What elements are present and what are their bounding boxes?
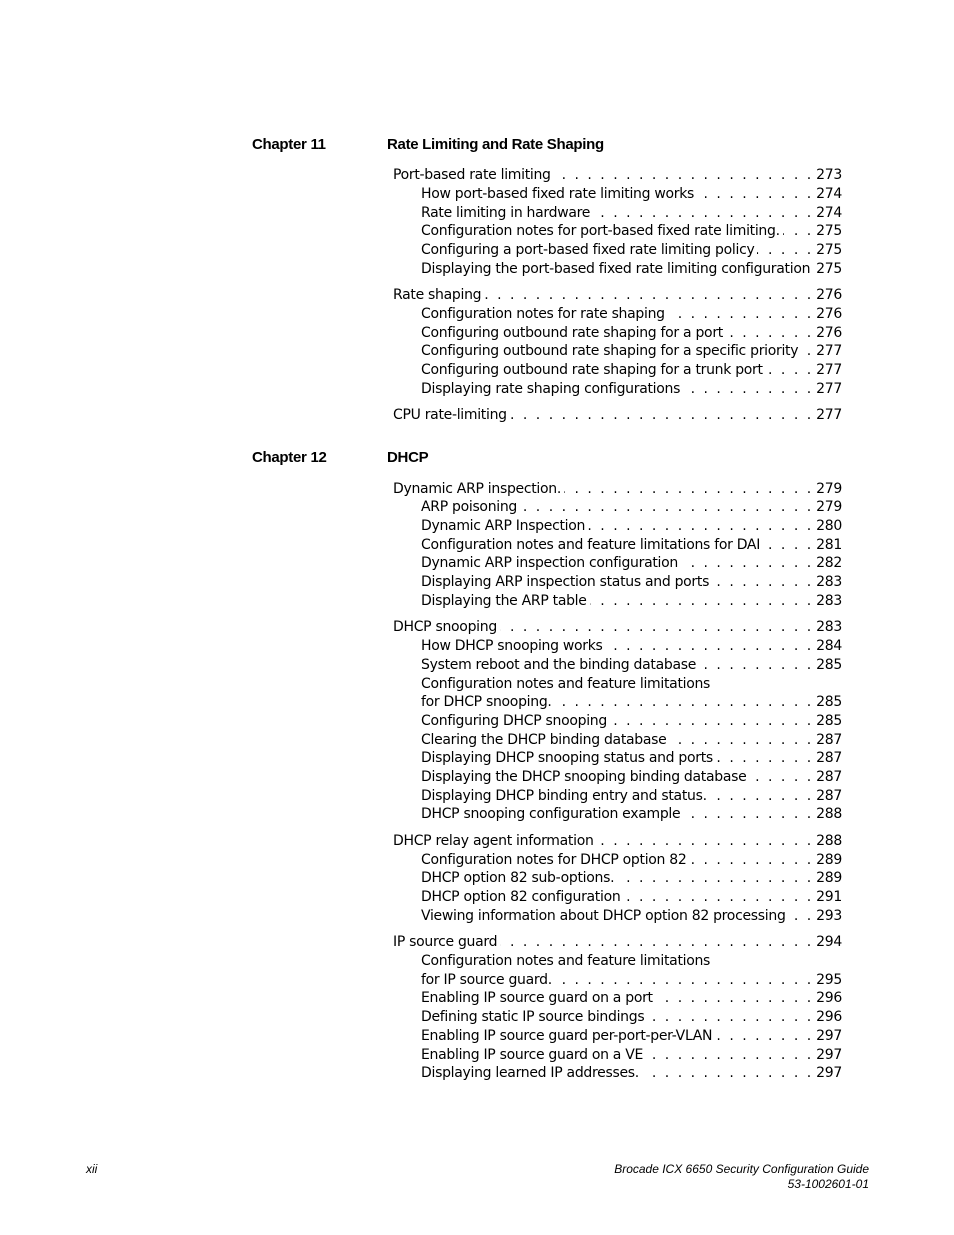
toc-entry-text: How port-based fixed rate limiting works [421, 186, 695, 202]
toc-entry-text: Displaying the port-based fixed rate limiting configuration [421, 261, 811, 277]
toc-page-number: 297 [816, 1047, 842, 1063]
toc-entry-text: Dynamic ARP inspection. [393, 481, 562, 497]
toc-entry-text: DHCP option 82 configuration [421, 889, 621, 905]
toc-page-number: 275 [816, 223, 842, 239]
toc-subsection-entry[interactable] [421, 656, 842, 674]
dot-leader [552, 971, 816, 989]
toc-page-number: 295 [816, 972, 842, 988]
toc-subsection-entry[interactable] [421, 712, 842, 730]
toc-subsection-entry[interactable] [421, 185, 842, 203]
toc-subsection-entry[interactable] [421, 907, 842, 925]
toc-subsection-entry[interactable] [421, 573, 842, 591]
dot-leader [590, 204, 816, 222]
dot-leader [746, 768, 816, 786]
toc-entry-text: Displaying learned IP addresses. [421, 1065, 639, 1081]
toc-entry-text: Displaying rate shaping configurations [421, 381, 681, 397]
footer-guide-title: Brocade ICX 6650 Security Configuration Guide [614, 1162, 869, 1176]
toc-subsection-entry[interactable] [421, 989, 842, 1007]
toc-subsection-entry[interactable] [421, 888, 842, 906]
footer-doc-number: 53-1002601-01 [787, 1177, 869, 1191]
toc-page-number: 293 [816, 908, 842, 924]
toc-entry-text: for IP source guard. [421, 972, 552, 988]
toc-page-number: 283 [816, 574, 842, 590]
toc-subsection-entry[interactable] [421, 971, 842, 989]
dot-leader [561, 480, 816, 498]
toc-page-number: 285 [816, 694, 842, 710]
toc-subsection-entry[interactable] [421, 204, 842, 222]
dot-leader [587, 592, 817, 610]
dot-leader [707, 787, 816, 805]
dot-leader [665, 305, 816, 323]
dot-leader [678, 554, 816, 572]
dot-leader [639, 1064, 816, 1082]
toc-subsection-entry[interactable] [421, 768, 842, 786]
toc-subsection-entry[interactable] [421, 1046, 842, 1064]
dot-leader [680, 805, 816, 823]
toc-entry-text: DHCP option 82 sub-options. [421, 870, 615, 886]
dot-leader [620, 888, 816, 906]
dot-leader [607, 712, 816, 730]
toc-page-number: 297 [816, 1065, 842, 1081]
chapter-label: Chapter 12 [252, 449, 327, 466]
toc-entry-text: How DHCP snooping works [421, 638, 603, 654]
toc-subsection-entry[interactable] [421, 361, 842, 379]
dot-leader [497, 933, 816, 951]
dot-leader [552, 693, 817, 711]
toc-entry-text: DHCP relay agent information [393, 833, 594, 849]
toc-entry-text: Rate limiting in hardware [421, 205, 591, 221]
dot-leader [497, 618, 816, 636]
toc-subsection-entry[interactable] [421, 1027, 842, 1045]
toc-entry-text: Viewing information about DHCP option 82 processing [421, 908, 786, 924]
toc-section-entry[interactable] [393, 406, 842, 424]
toc-section-entry[interactable] [393, 933, 842, 951]
toc-entry-text: Configuration notes and feature limitations [421, 676, 711, 692]
chapter-title: DHCP [387, 449, 429, 466]
toc-page-number: 287 [816, 788, 842, 804]
toc-page-number: 277 [816, 407, 842, 423]
toc-subsection-entry[interactable] [421, 805, 842, 823]
toc-subsection-entry[interactable] [421, 342, 842, 360]
dot-leader [666, 731, 816, 749]
toc-entry-text: Displaying DHCP snooping status and ports [421, 750, 713, 766]
toc-entry-text: ARP poisoning [421, 499, 518, 515]
dot-leader [585, 517, 816, 535]
toc-subsection-entry[interactable] [421, 260, 842, 278]
toc-entry-text: DHCP snooping [393, 619, 497, 635]
dot-leader [709, 573, 816, 591]
toc-subsection-entry[interactable] [421, 1008, 842, 1026]
toc-page-number: 275 [816, 242, 842, 258]
toc-entry-text: Displaying DHCP binding entry and status. [421, 788, 707, 804]
chapter-label: Chapter 11 [252, 136, 326, 153]
toc-page-number: 291 [816, 889, 842, 905]
toc-subsection-entry[interactable] [421, 787, 842, 805]
toc-entry-text: Configuration notes for port-based fixed rate limiting. [421, 223, 780, 239]
dot-leader [713, 749, 816, 767]
toc-page-number: 274 [816, 186, 842, 202]
dot-leader [594, 832, 817, 850]
toc-entry-text: Clearing the DHCP binding database [421, 732, 667, 748]
toc-entry-text: Dynamic ARP inspection configuration [421, 555, 678, 571]
dot-leader [507, 406, 816, 424]
toc-page-number: 287 [816, 732, 842, 748]
toc-entry-text: Configuration notes for DHCP option 82 [421, 852, 687, 868]
toc-page-number: 282 [816, 555, 842, 571]
toc-entry-text: Configuration notes and feature limitations for DAI [421, 537, 761, 553]
toc-subsection-entry[interactable] [421, 592, 842, 610]
dot-leader [780, 222, 816, 240]
toc-subsection-entry[interactable] [421, 693, 842, 711]
toc-subsection-entry[interactable] [421, 517, 842, 535]
toc-section-entry[interactable] [393, 480, 842, 498]
toc-page-number: 289 [816, 852, 842, 868]
chapter-title: Rate Limiting and Rate Shaping [387, 136, 604, 153]
dot-leader [481, 286, 816, 304]
dot-leader [614, 869, 816, 887]
toc-subsection-entry[interactable] [421, 851, 842, 869]
dot-leader [763, 361, 816, 379]
toc-page-number: 276 [816, 287, 842, 303]
toc-entry-text: Configuration notes for rate shaping [421, 306, 665, 322]
toc-entry-text: Displaying ARP inspection status and ports [421, 574, 710, 590]
toc-page-number: 294 [816, 934, 842, 950]
toc-entry-text: Port-based rate limiting [393, 167, 551, 183]
toc-entry-text: Configuring outbound rate shaping for a port [421, 325, 723, 341]
toc-page-number: 287 [816, 769, 842, 785]
toc-entry-text: Rate shaping [393, 287, 482, 303]
dot-leader [723, 324, 816, 342]
footer-page-number: xii [86, 1162, 98, 1176]
toc-subsection-entry[interactable] [421, 241, 842, 259]
toc-entry-text: Configuring DHCP snooping [421, 713, 607, 729]
toc-page-number: 283 [816, 619, 842, 635]
toc-page-number: 275 [816, 261, 842, 277]
toc-entry-text: Enabling IP source guard on a port [421, 990, 653, 1006]
dot-leader [754, 241, 816, 259]
dot-leader [653, 989, 816, 1007]
dot-leader [786, 907, 817, 925]
toc-section-entry[interactable] [393, 618, 842, 636]
toc-subsection-entry[interactable] [421, 637, 842, 655]
toc-subsection-entry[interactable] [421, 554, 842, 572]
toc-page-number: 287 [816, 750, 842, 766]
toc-page-number: 288 [816, 806, 842, 822]
toc-entry-text: System reboot and the binding database [421, 657, 697, 673]
toc-entry-text: Displaying the ARP table [421, 593, 587, 609]
toc-page-number: 281 [816, 537, 842, 553]
toc-entry-text: Defining static IP source bindings [421, 1009, 645, 1025]
toc-entry-text: Configuring a port-based fixed rate limiting policy [421, 242, 755, 258]
toc-entry-text: Configuration notes and feature limitations [421, 953, 711, 969]
toc-page-number: 274 [816, 205, 842, 221]
toc-page-number: 277 [816, 343, 842, 359]
toc-page-number: 276 [816, 325, 842, 341]
toc-subsection-entry[interactable] [421, 498, 842, 516]
footer-right [614, 1162, 869, 1192]
toc-page-number: 297 [816, 1028, 842, 1044]
dot-leader [696, 656, 816, 674]
toc-page-number: 296 [816, 990, 842, 1006]
toc-entry-text: CPU rate-limiting [393, 407, 507, 423]
toc-entry-text: Displaying the DHCP snooping binding database [421, 769, 747, 785]
toc-subsection-entry[interactable] [421, 536, 842, 554]
toc-section-entry[interactable] [393, 286, 842, 304]
toc-page-number: 280 [816, 518, 842, 534]
dot-leader [517, 498, 816, 516]
toc-subsection-entry[interactable] [421, 305, 842, 323]
dot-leader [760, 536, 816, 554]
toc-entry-text: Enabling IP source guard on a VE [421, 1047, 644, 1063]
toc-page-number: 285 [816, 657, 842, 673]
toc-section-entry[interactable] [393, 166, 842, 184]
toc-page-number: 283 [816, 593, 842, 609]
toc-entry-text: IP source guard [393, 934, 498, 950]
dot-leader [603, 637, 817, 655]
dot-leader [712, 1027, 816, 1045]
toc-page-number: 285 [816, 713, 842, 729]
toc-subsection-entry[interactable] [421, 869, 842, 887]
toc-subsection-entry[interactable] [421, 1064, 842, 1082]
toc-subsection-entry[interactable] [421, 324, 842, 342]
toc-page-number: 289 [816, 870, 842, 886]
toc-entry-text: Dynamic ARP Inspection [421, 518, 586, 534]
toc-page-number: 277 [816, 381, 842, 397]
toc-subsection-entry[interactable] [421, 731, 842, 749]
dot-leader [680, 380, 816, 398]
dot-leader [643, 1046, 816, 1064]
dot-leader [798, 342, 816, 360]
dot-leader [694, 185, 816, 203]
toc-subsection-entry[interactable] [421, 380, 842, 398]
toc-page-number: 276 [816, 306, 842, 322]
toc-page-number: 288 [816, 833, 842, 849]
dot-leader [644, 1008, 816, 1026]
dot-leader [551, 166, 817, 184]
toc-subsection-entry[interactable] [421, 222, 842, 240]
toc-page-number: 279 [816, 481, 842, 497]
toc-entry-text: Configuring outbound rate shaping for a trunk port [421, 362, 763, 378]
toc-page-number: 284 [816, 638, 842, 654]
toc-section-entry[interactable] [393, 832, 842, 850]
toc-page-number: 296 [816, 1009, 842, 1025]
toc-page-number: 273 [816, 167, 842, 183]
toc-subsection-entry[interactable] [421, 749, 842, 767]
toc-page-number: 279 [816, 499, 842, 515]
dot-leader [687, 851, 817, 869]
toc-entry-text: DHCP snooping configuration example [421, 806, 681, 822]
toc-entry-text: Configuring outbound rate shaping for a specific priority [421, 343, 799, 359]
toc-entry-text: Enabling IP source guard per-port-per-VLAN [421, 1028, 713, 1044]
toc-entry-text: for DHCP snooping. [421, 694, 552, 710]
toc-page-number: 277 [816, 362, 842, 378]
